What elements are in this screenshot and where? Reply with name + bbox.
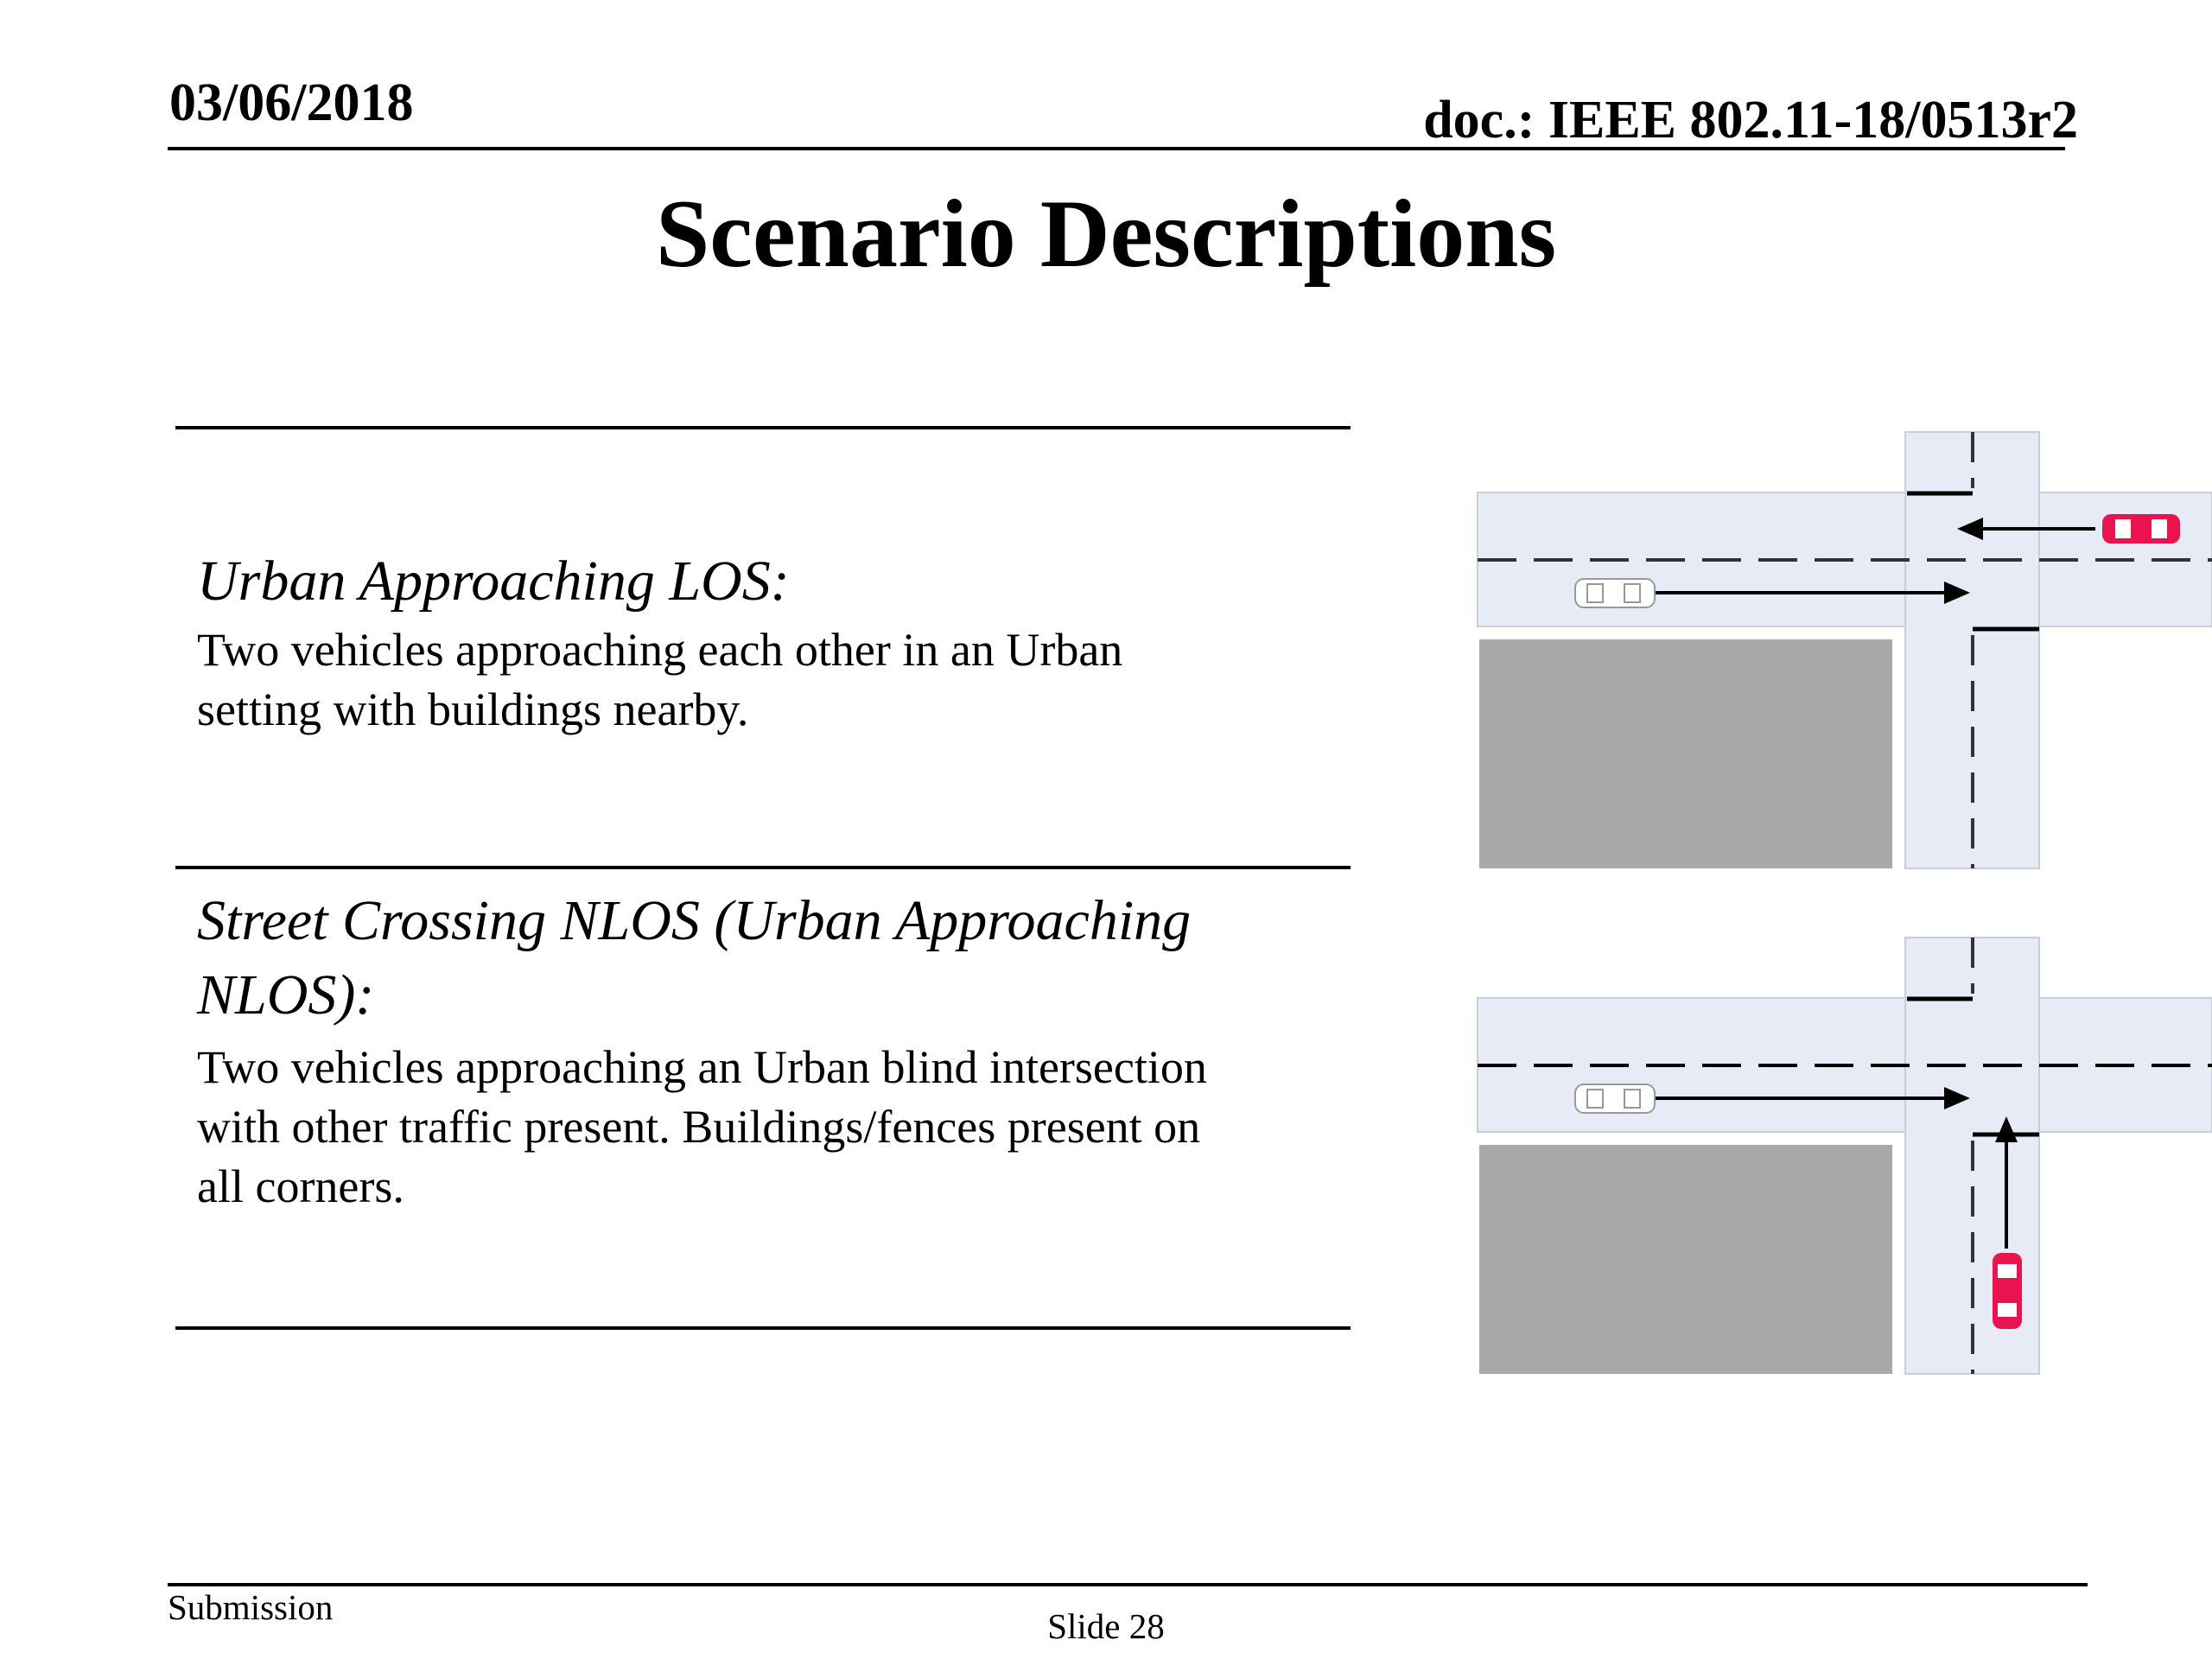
section-1-body: [197, 620, 1355, 740]
section-2-title: [197, 884, 1355, 1033]
white-car-icon: [1575, 579, 1655, 607]
section-2-body-line: with other traffic present. Buildings/fences present on: [197, 1101, 1201, 1153]
section-2-body: [197, 1038, 1355, 1217]
section-2-body-line: Two vehicles approaching an Urban blind intersection: [197, 1041, 1207, 1093]
section-1-body-line: Two vehicles approaching each other in an Urban: [197, 624, 1123, 676]
section-divider: [175, 426, 1351, 429]
red-car-icon: [2102, 514, 2180, 543]
slide-number: Slide 28: [1047, 1606, 1165, 1646]
section-2-title-line: Street Crossing NLOS (Urban Approaching: [197, 889, 1192, 952]
section-1-title: Urban Approaching LOS:: [197, 550, 790, 613]
footer-submission: Submission: [168, 1587, 334, 1627]
section-1-body-line: setting with buildings nearby.: [197, 683, 749, 735]
section-divider: [175, 866, 1351, 869]
building: [1479, 639, 1892, 868]
header-date: 03/06/2018: [169, 73, 414, 132]
footer-rule: [168, 1583, 2088, 1586]
header-rule: [168, 147, 2065, 150]
street-crossing-nlos-diagram: [1469, 933, 2212, 1378]
section-2-body-line: all corners.: [197, 1160, 404, 1212]
building: [1479, 1145, 1892, 1374]
white-car-icon: [1575, 1084, 1655, 1113]
slide-title: Scenario Descriptions: [655, 181, 1557, 288]
urban-los-diagram: [1469, 428, 2212, 873]
header-doc-id: doc.: IEEE 802.11-18/0513r2: [1423, 91, 2078, 149]
section-2-title-line: NLOS):: [197, 963, 375, 1027]
section-divider: [175, 1326, 1351, 1330]
red-car-icon: [1993, 1253, 2022, 1329]
